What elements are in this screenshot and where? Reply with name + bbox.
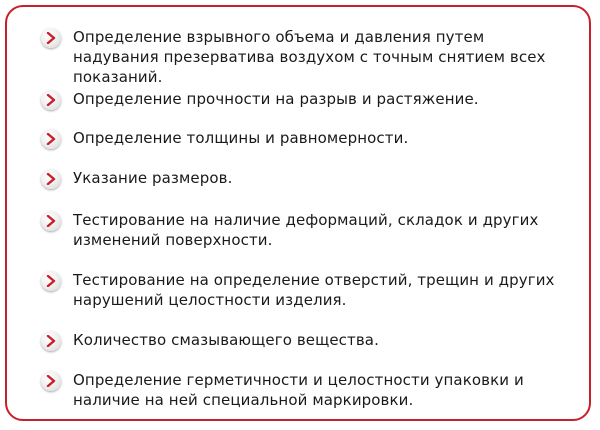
list-item-text: Указание размеров. [73, 169, 233, 187]
content-frame [5, 5, 591, 421]
chevron-right-icon [41, 211, 61, 231]
list-item [41, 330, 569, 351]
list-item-text: Количество смазывающего вещества. [73, 331, 379, 349]
list-item-text: Определение герметичности и целостности упаковки и наличие на ней специальной маркировки. [73, 371, 524, 409]
list-item [41, 128, 569, 149]
list-item-text: Тестирование на наличие деформаций, складок и других изменений поверхности. [73, 211, 539, 249]
chevron-right-icon [41, 271, 61, 291]
chevron-right-icon [41, 371, 61, 391]
list-item-text: Определение толщины и равномерности. [73, 129, 409, 147]
chevron-right-icon [41, 28, 61, 48]
list-item [41, 270, 569, 310]
list-item [41, 210, 569, 250]
list-item-text: Определение взрывного объема и давления путем надувания презерватива воздухом с точным снятием всех показаний. [73, 28, 546, 86]
chevron-right-icon [41, 331, 61, 351]
list-item [41, 27, 569, 87]
list-item [41, 168, 569, 189]
requirements-list [7, 7, 589, 419]
list-item [41, 370, 569, 410]
list-item-text: Определение прочности на разрыв и растяжение. [73, 90, 479, 108]
list-item-text: Тестирование на определение отверстий, трещин и других нарушений целостности изделия. [73, 271, 555, 309]
list-item [41, 89, 569, 110]
chevron-right-icon [41, 169, 61, 189]
chevron-right-icon [41, 90, 61, 110]
chevron-right-icon [41, 129, 61, 149]
